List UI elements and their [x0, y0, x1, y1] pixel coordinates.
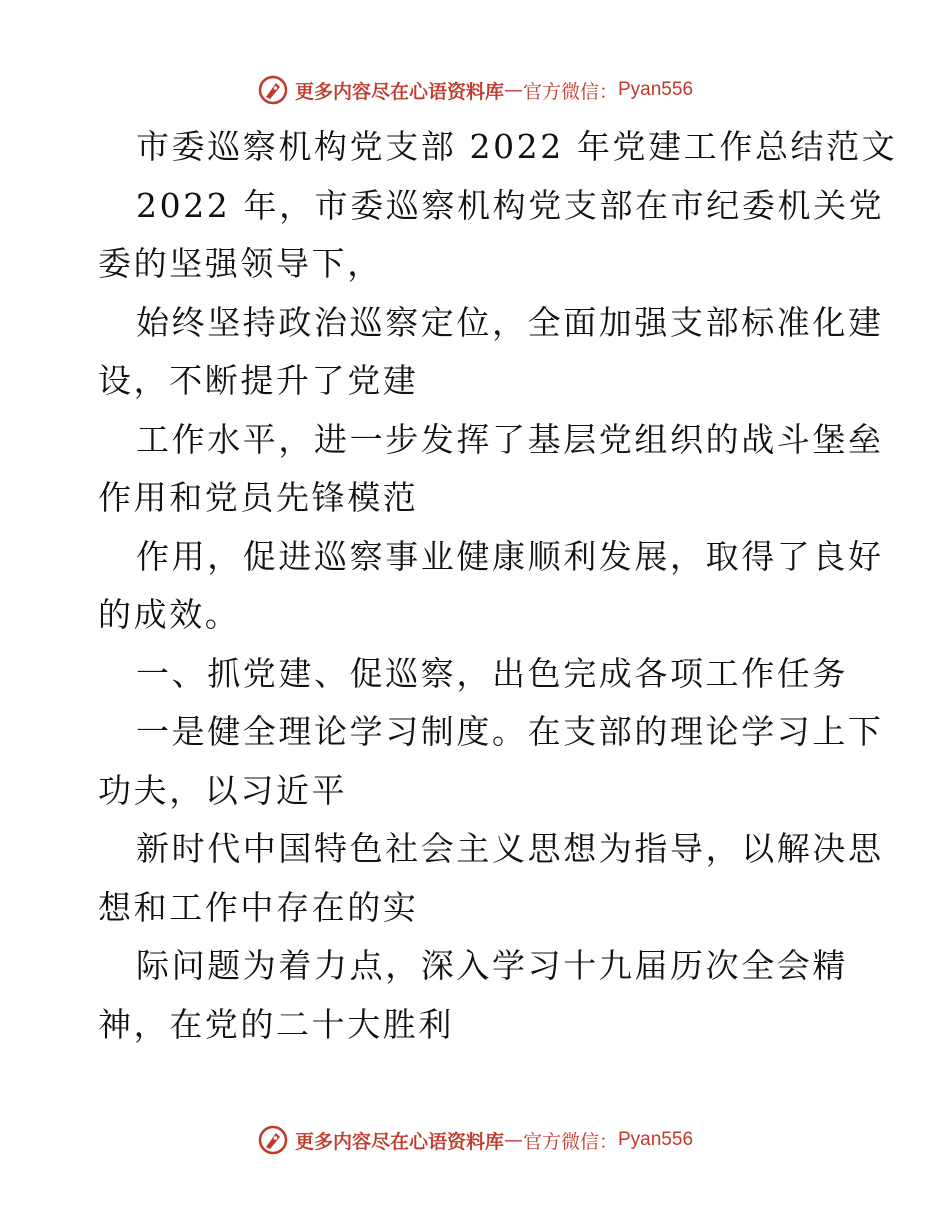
banner-brand-text: 更多内容尽在心语资料库 — [294, 1130, 504, 1153]
banner-wechat-label: 官方微信： — [522, 1130, 618, 1153]
banner-separator: — — [503, 1129, 523, 1151]
document-line: 一是健全理论学习制度。在支部的理论学习上下 — [136, 712, 884, 751]
document-body — [98, 118, 898, 1054]
document-line: 的成效。 — [98, 595, 241, 634]
banner-wechat-label: 官方微信： — [522, 80, 618, 103]
document-line: 工作水平，进一步发挥了基层党组织的战斗堡垒 — [136, 419, 884, 459]
document-line: 际问题为着力点，深入学习十九届历次全会精 — [136, 946, 848, 985]
document-line: 作用和党员先锋模范 — [98, 478, 419, 517]
document-line: 委的坚强领导下， — [98, 244, 383, 283]
footer-watermark-banner — [0, 1120, 950, 1160]
document-title: 市委巡察机构党支部 2022 年党建工作总结范文 — [136, 127, 898, 166]
document-line: 功夫，以习近平 — [98, 770, 348, 810]
document-line: 2022 年，市委巡察机构党支部在市纪委机关党 — [136, 185, 885, 225]
banner-wechat-id: Pyan556 — [618, 79, 694, 100]
banner-separator: — — [503, 79, 523, 101]
pen-nib-logo-icon — [257, 1124, 289, 1156]
document-line: 作用，促进巡察事业健康顺利发展，取得了良好 — [136, 536, 884, 576]
banner-wechat-id: Pyan556 — [618, 1129, 694, 1150]
document-line: 始终坚持政治巡察定位，全面加强支部标准化建 — [136, 302, 884, 342]
document-line: 新时代中国特色社会主义思想为指导，以解决思 — [136, 829, 884, 868]
document-line: 想和工作中存在的实 — [98, 887, 419, 927]
document-line: 神，在党的二十大胜利 — [98, 1004, 454, 1044]
document-line: 设，不断提升了党建 — [98, 361, 419, 400]
banner-brand-text: 更多内容尽在心语资料库 — [294, 80, 504, 103]
section-heading: 一、抓党建、促巡察，出色完成各项工作任务 — [136, 653, 848, 693]
header-watermark-banner — [0, 70, 950, 110]
pen-nib-logo-icon — [257, 74, 289, 106]
